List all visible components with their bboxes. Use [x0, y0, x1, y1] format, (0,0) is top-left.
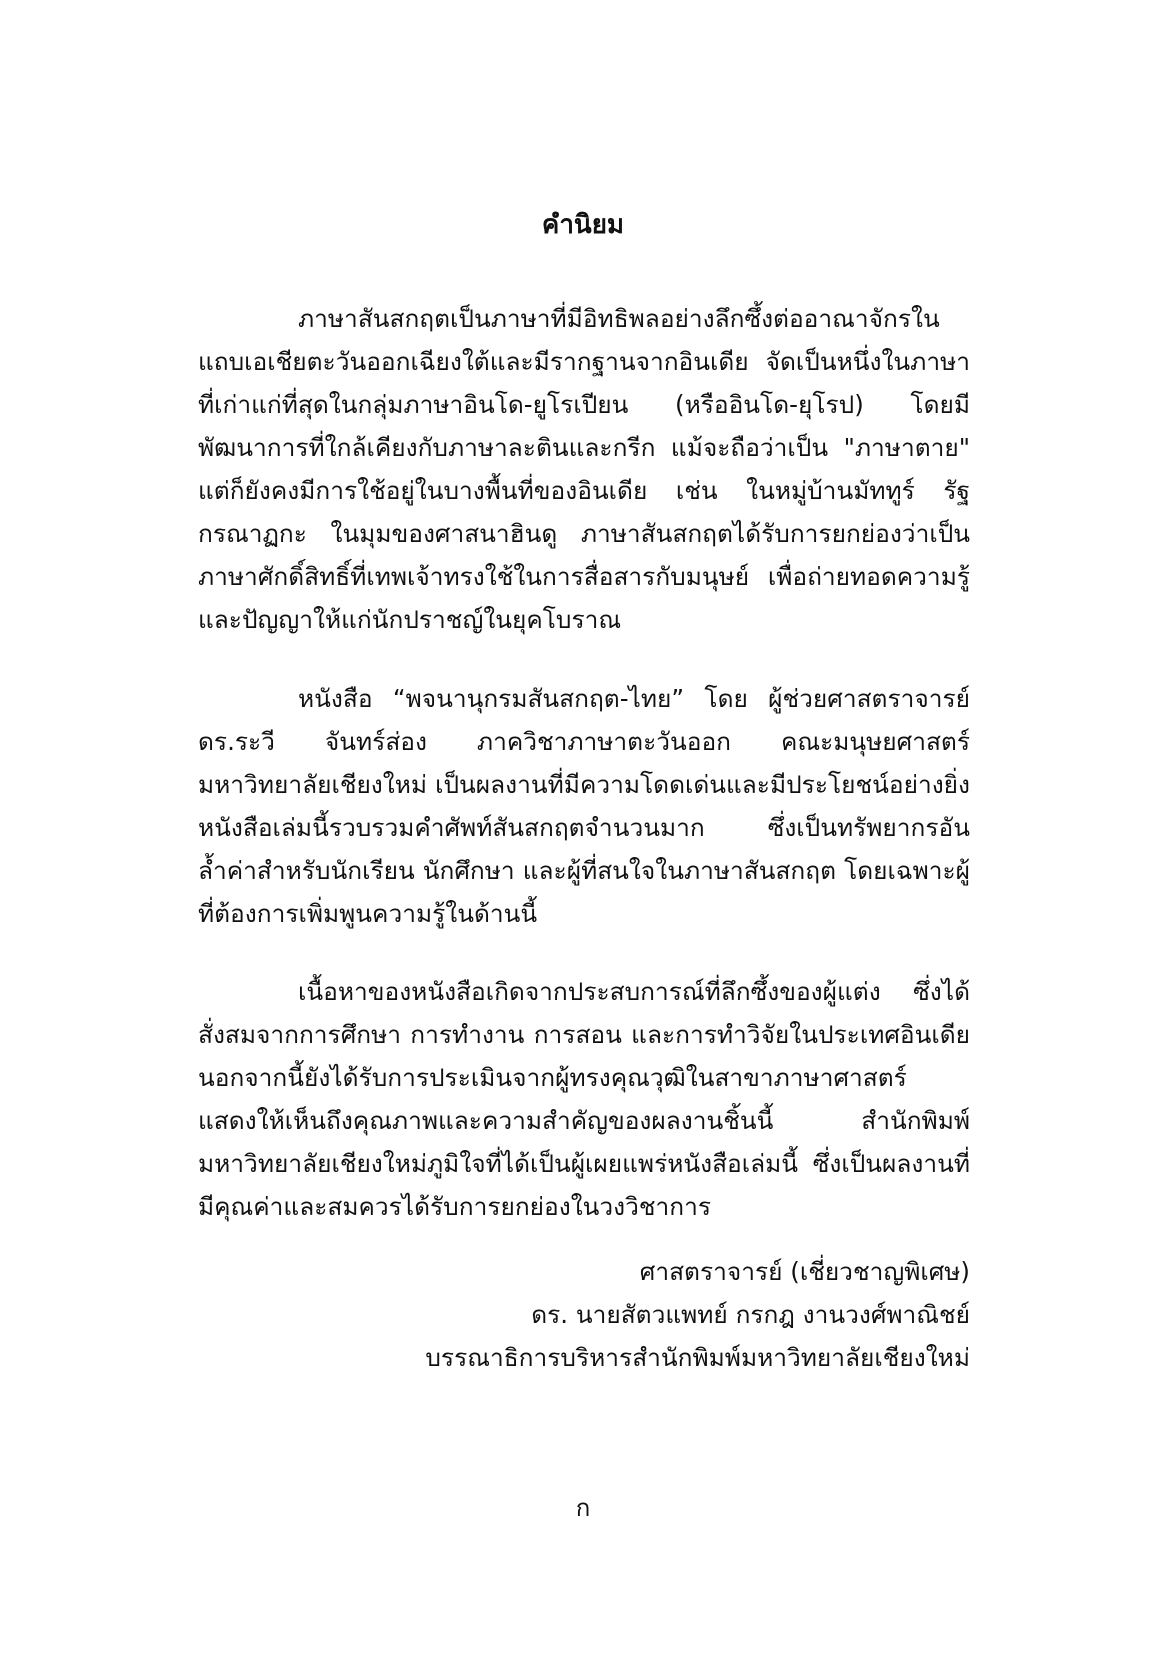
paragraph-2: หนังสือ “พจนานุกรมสันสกฤต-ไทย” โดย ผู้ช่วยศาสตราจารย์ ดร.ระวี จันทร์ส่อง ภาควิชาภาษาตะวันออก คณะมนุษยศาสตร์ มหาวิทยาลัยเชียงใหม่ เป็นผลงานที่มีความโดดเด่นและมีประโยชน์อย่างยิ่ง หนังสือเล่มนี้รวบรวมคำศัพท์สันสกฤตจำนวนมาก ซึ่งเป็นทรัพยากรอันล้ำค่าสำหรับนักเรียน นักศึกษา และผู้ที่สนใจในภาษาสันสกฤต โดยเฉพาะผู้ที่ต้องการเพิ่มพูนความรู้ในด้านนี้	[198, 684, 970, 928]
paragraph-1-block	[198, 297, 970, 641]
signature-block	[425, 1250, 970, 1379]
page-number: ก	[575, 1494, 591, 1522]
paragraph-1: ภาษาสันสกฤตเป็นภาษาที่มีอิทธิพลอย่างลึกซึ้งต่ออาณาจักรในแถบเอเชียตะวันออกเฉียงใต้และมีรากฐานจากอินเดีย จัดเป็นหนึ่งในภาษาที่เก่าแก่ที่สุดในกลุ่มภาษาอินโด-ยูโรเปียน (หรืออินโด-ยุโรป) โดยมีพัฒนาการที่ใกล้เคียงกับภาษาละตินและกรีก แม้จะถือว่าเป็น "ภาษาตาย" แต่ก็ยังคงมีการใช้อยู่ในบางพื้นที่ของอินเดีย เช่น ในหมู่บ้านมัททูร์ รัฐกรณาฏกะ ในมุมของศาสนาฮินดู ภาษาสันสกฤตได้รับการยกย่องว่าเป็นภาษาศักดิ์สิทธิ์ที่เทพเจ้าทรงใช้ในการสื่อสารกับมนุษย์ เพื่อถ่ายทอดความรู้และปัญญาให้แก่นักปราชญ์ในยุคโบราณ	[198, 304, 970, 634]
signature-position: บรรณาธิการบริหารสำนักพิมพ์มหาวิทยาลัยเชียงใหม่	[425, 1343, 970, 1372]
page-title: คำนิยม	[541, 210, 625, 240]
paragraph-3-block	[198, 970, 970, 1228]
paragraph-3: เนื้อหาของหนังสือเกิดจากประสบการณ์ที่ลึกซึ้งของผู้แต่ง ซึ่งได้สั่งสมจากการศึกษา การทำงาน การสอน และการทำวิจัยในประเทศอินเดีย นอกจากนี้ยังได้รับการประเมินจากผู้ทรงคุณวุฒิในสาขาภาษาศาสตร์ แสดงให้เห็นถึงคุณภาพและความสำคัญของผลงานชิ้นนี้ สำนักพิมพ์มหาวิทยาลัยเชียงใหม่ภูมิใจที่ได้เป็นผู้เผยแพร่หนังสือเล่มนี้ ซึ่งเป็นผลงานที่มีคุณค่าและสมควรได้รับการยกย่องในวงวิชาการ	[198, 977, 970, 1221]
paragraph-2-block	[198, 677, 970, 935]
signature-name: ดร. นายสัตวแพทย์ กรกฎ งานวงศ์พาณิชย์	[531, 1300, 970, 1329]
signature-title: ศาสตราจารย์ (เชี่ยวชาญพิเศษ)	[639, 1257, 970, 1286]
